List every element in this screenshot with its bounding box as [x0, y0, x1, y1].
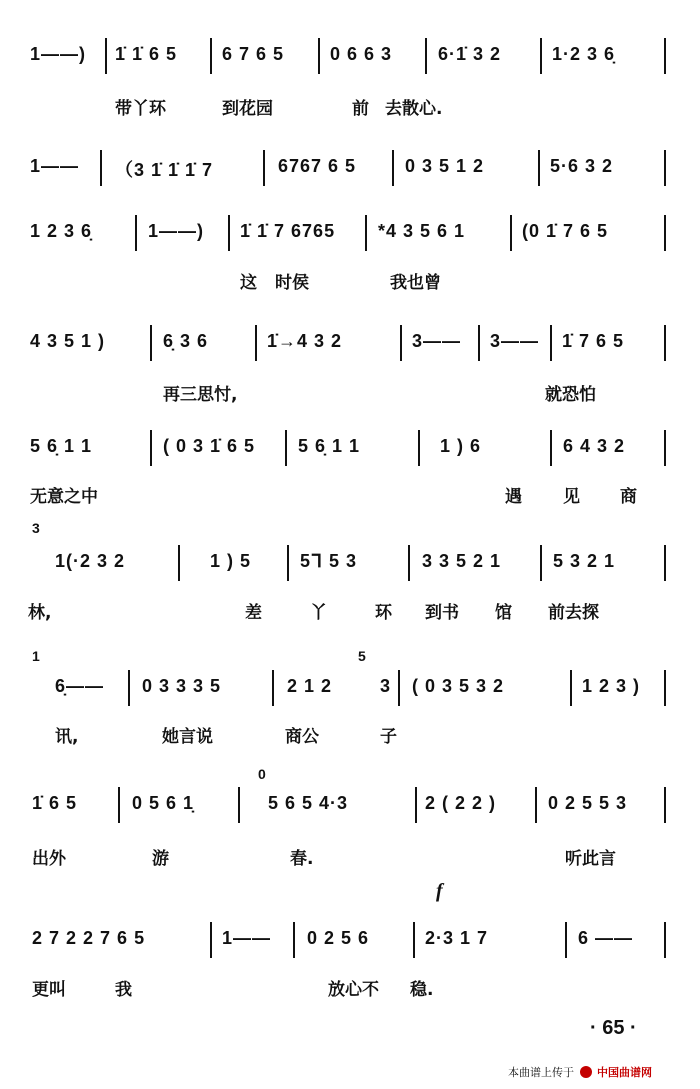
site-logo-icon	[580, 1066, 592, 1078]
lyric: 春.	[290, 849, 314, 869]
lyric: 差	[245, 603, 262, 623]
grace-note: 1	[32, 648, 40, 664]
staff-line	[0, 215, 700, 251]
staff-line	[0, 545, 700, 581]
lyric: 放心不	[328, 980, 379, 1000]
measure: 6̣——	[55, 676, 105, 696]
lyric: 就恐怕	[545, 385, 596, 405]
lyric: 稳.	[410, 980, 434, 1000]
lyric: 无意之中	[30, 487, 98, 507]
lyric: 去散心.	[385, 99, 443, 119]
barline	[550, 325, 552, 361]
barline	[210, 38, 212, 74]
lyric: 更叫	[32, 980, 66, 1000]
staff-line	[0, 787, 700, 823]
measure: 4 3 5 1 )	[30, 331, 106, 351]
barline	[228, 215, 230, 251]
barline	[510, 215, 512, 251]
barline	[413, 922, 415, 958]
barline	[150, 430, 152, 466]
lyric: 时侯	[275, 273, 309, 293]
barline	[287, 545, 289, 581]
measure: 1 ) 6	[440, 436, 482, 456]
measure: 5 6 5 4·3	[268, 793, 349, 813]
lyric: 这	[240, 273, 257, 293]
barline	[238, 787, 240, 823]
measure: 0 2 5 6	[307, 928, 370, 948]
lyric: 出外	[32, 849, 66, 869]
measure: 1——)	[30, 44, 87, 64]
barline	[570, 670, 572, 706]
barline	[255, 325, 257, 361]
lyric-line	[0, 482, 700, 512]
measure: 1̇ 7 6 5	[562, 331, 625, 351]
measure: 6·1̇ 3 2	[438, 44, 502, 64]
barline	[408, 545, 410, 581]
credit-prefix: 本曲谱上传于	[508, 1066, 574, 1079]
credit-brand[interactable]: 中国曲谱网	[597, 1066, 652, 1079]
measure: 3	[380, 676, 392, 696]
barline	[178, 545, 180, 581]
measure: 0 3 5 1 2	[405, 156, 485, 176]
lyric: 游	[152, 849, 169, 869]
lyric-line	[0, 268, 700, 298]
barline	[285, 430, 287, 466]
measure: 5 6̣ 1 1	[30, 436, 93, 456]
lyric: 我也曾	[390, 273, 441, 293]
lyric: 前	[352, 99, 369, 119]
lyric: 到花园	[222, 99, 273, 119]
measure: 3——	[490, 331, 540, 351]
barline	[425, 38, 427, 74]
measure: 1——	[30, 156, 80, 176]
grace-note: 3	[32, 520, 40, 536]
dynamic-marking: f	[436, 880, 443, 902]
measure: 1̇ 6 5	[32, 793, 78, 813]
measure: 6 4 3 2	[563, 436, 626, 456]
lyric: 带丫环	[115, 99, 166, 119]
barline	[365, 215, 367, 251]
barline	[535, 787, 537, 823]
staff-line	[0, 670, 700, 706]
measure: 2 ( 2 2 )	[425, 793, 497, 813]
measure: ( 0 3 5 3 2	[412, 676, 505, 696]
measure: （3 1̇ 1̇ 1̇ 7	[115, 160, 214, 180]
barline	[272, 670, 274, 706]
barline	[565, 922, 567, 958]
lyric: 商公	[285, 727, 319, 747]
barline	[664, 38, 666, 74]
barline	[210, 922, 212, 958]
upload-credit	[508, 1064, 652, 1080]
measure: *4 3 5 6 1	[378, 221, 466, 241]
measure: 1̇→4 3 2	[267, 331, 343, 351]
lyric: 林,	[28, 603, 52, 623]
barline	[664, 922, 666, 958]
lyric: 讯,	[55, 727, 79, 747]
lyric: 子	[380, 727, 397, 747]
barline	[538, 150, 540, 186]
measure: 3 3 5 2 1	[422, 551, 502, 571]
barline	[550, 430, 552, 466]
measure: 1——)	[148, 221, 205, 241]
measure: 5 6̣ 1 1	[298, 436, 361, 456]
lyric-line	[0, 94, 700, 124]
lyric: 她言说	[162, 727, 213, 747]
measure: 0 6 6 3	[330, 44, 393, 64]
lyric: 见	[563, 487, 580, 507]
measure: 6767 6 5	[278, 156, 357, 176]
barline	[664, 430, 666, 466]
barline	[664, 150, 666, 186]
lyric: 我	[115, 980, 132, 1000]
lyric: 丫	[310, 603, 327, 623]
measure: 6 7 6 5	[222, 44, 285, 64]
lyric: 遇	[505, 487, 522, 507]
staff-line	[0, 922, 700, 958]
measure: 0 2 5 5 3	[548, 793, 628, 813]
barline	[392, 150, 394, 186]
lyric-line	[0, 598, 700, 628]
measure: 1——	[222, 928, 272, 948]
lyric: 环	[375, 603, 392, 623]
measure: 1̇ 1̇ 7 6765	[240, 221, 336, 241]
barline	[318, 38, 320, 74]
barline	[263, 150, 265, 186]
staff-line	[0, 150, 700, 186]
measure: 2 1 2	[287, 676, 333, 696]
lyric-line	[0, 380, 700, 410]
measure: 5·6 3 2	[550, 156, 614, 176]
grace-note: 0	[258, 766, 266, 782]
measure: 1·2 3 6̣	[552, 44, 616, 64]
measure: 2 7 2 2 7 6 5	[32, 928, 146, 948]
measure: 1̇ 1̇ 6 5	[115, 44, 178, 64]
measure: 1 2 3 )	[582, 676, 641, 696]
barline	[664, 215, 666, 251]
barline	[478, 325, 480, 361]
barline	[400, 325, 402, 361]
barline	[664, 787, 666, 823]
barline	[418, 430, 420, 466]
measure: 2·3 1 7	[425, 928, 489, 948]
measure: 0 5 6 1̣	[132, 793, 195, 813]
measure: 0 3 3 3 5	[142, 676, 222, 696]
measure: 5ᒣ 5 3	[300, 551, 358, 571]
lyric: 到书	[425, 603, 459, 623]
measure: 5 3 2 1	[553, 551, 616, 571]
lyric-line	[0, 975, 700, 1005]
measure: 1 2 3 6̣	[30, 221, 93, 241]
measure: 1(·2 3 2	[55, 551, 126, 571]
measure: 1 ) 5	[210, 551, 252, 571]
barline	[415, 787, 417, 823]
lyric: 再三思忖,	[163, 385, 238, 405]
barline	[293, 922, 295, 958]
lyric: 商	[620, 487, 637, 507]
staff-line	[0, 430, 700, 466]
staff-line	[0, 38, 700, 74]
barline	[664, 670, 666, 706]
measure: 3——	[412, 331, 462, 351]
grace-note: 5	[358, 648, 366, 664]
barline	[128, 670, 130, 706]
measure: ( 0 3 1̇ 6 5	[163, 436, 256, 456]
barline	[105, 38, 107, 74]
measure: 6̣ 3 6	[163, 331, 209, 351]
barline	[118, 787, 120, 823]
measure: (0 1̇ 7 6 5	[522, 221, 609, 241]
lyric: 馆	[495, 603, 512, 623]
lyric: 前去探	[548, 603, 599, 623]
staff-line	[0, 325, 700, 361]
barline	[135, 215, 137, 251]
barline	[540, 38, 542, 74]
lyric-line	[0, 844, 700, 874]
lyric-line	[0, 722, 700, 752]
barline	[100, 150, 102, 186]
page-number: · 65 ·	[590, 1017, 637, 1039]
barline	[664, 325, 666, 361]
lyric: 听此言	[565, 849, 616, 869]
barline	[398, 670, 400, 706]
measure: 6 ——	[578, 928, 634, 948]
barline	[664, 545, 666, 581]
barline	[540, 545, 542, 581]
barline	[150, 325, 152, 361]
